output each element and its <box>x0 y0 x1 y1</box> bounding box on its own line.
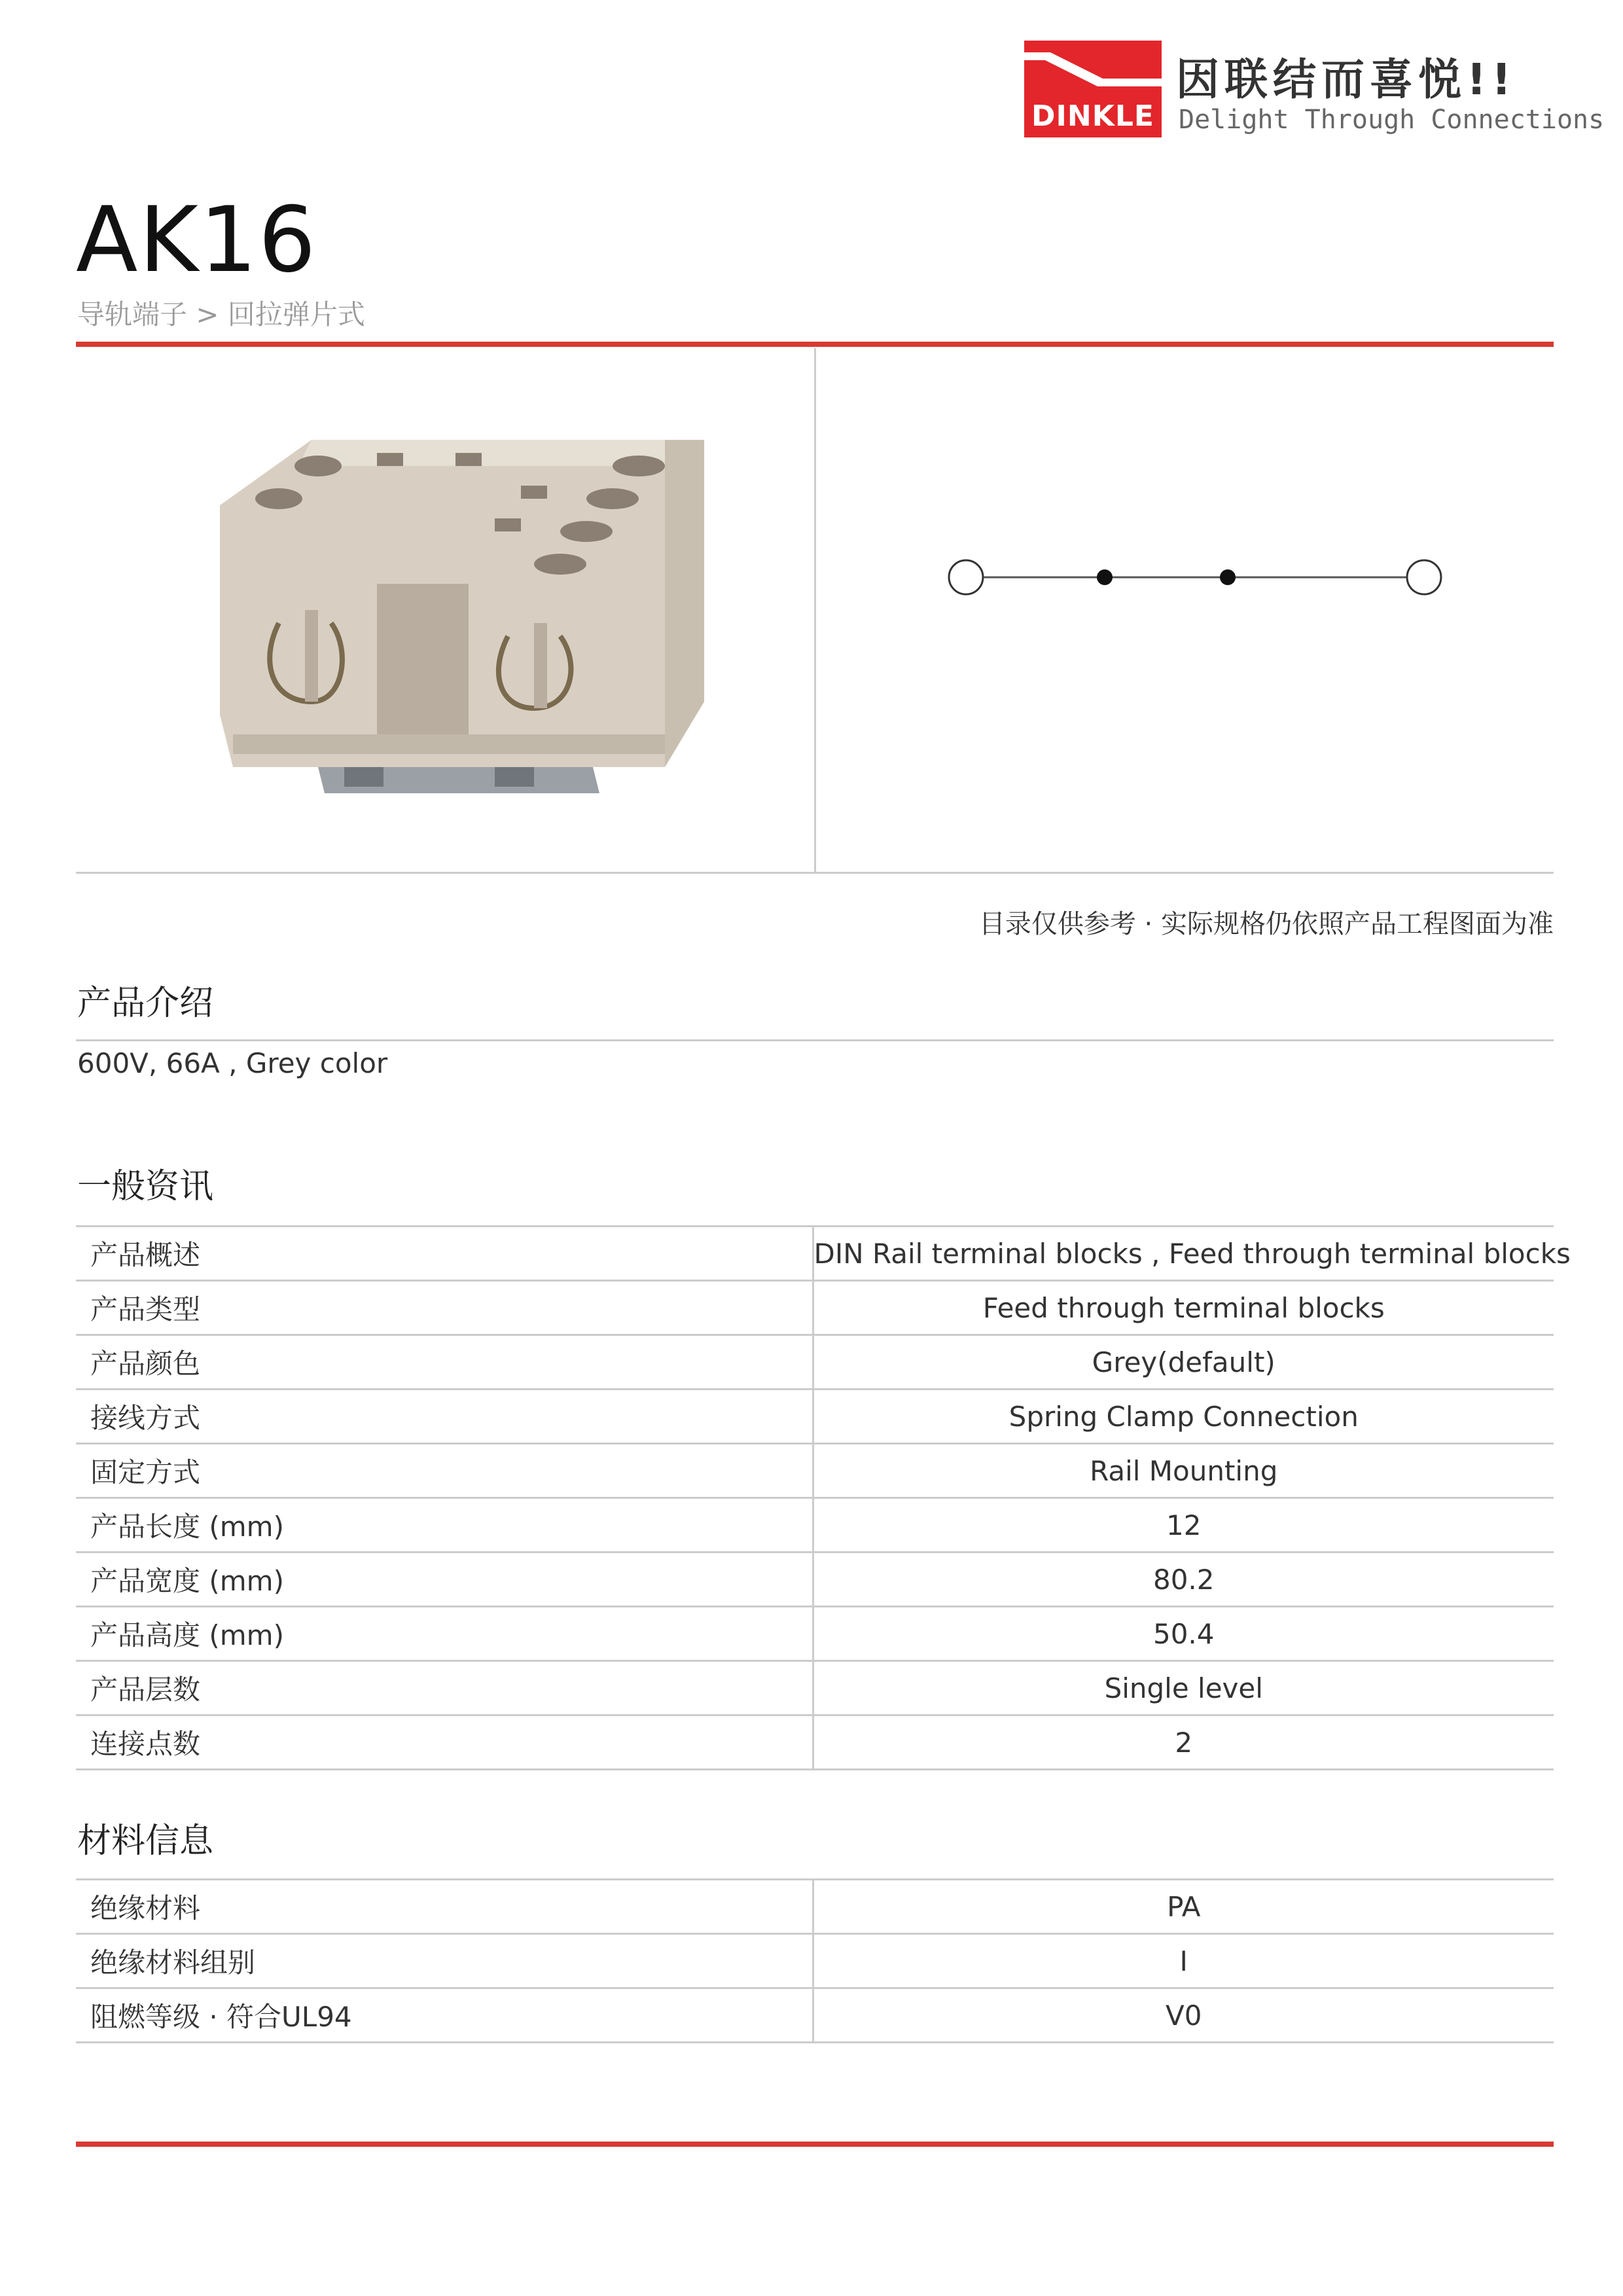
intro-section-title: 产品介绍 <box>77 984 214 1023</box>
row-label: 产品类型 <box>76 1281 813 1335</box>
connection-point-2 <box>1220 569 1236 585</box>
table-row <box>76 1390 1554 1444</box>
table-row <box>76 1227 1554 1281</box>
table-row <box>76 1880 1554 1934</box>
product-title: AK16 <box>76 187 317 293</box>
title-divider <box>76 342 1554 347</box>
row-value: PA <box>813 1880 1554 1934</box>
row-label: 产品概述 <box>76 1227 813 1281</box>
logo-slogan-en: Delight Through Connections <box>1179 105 1605 135</box>
row-label: 绝缘材料 <box>76 1880 813 1934</box>
row-value: I <box>813 1934 1554 1988</box>
table-row <box>76 1934 1554 1988</box>
row-label: 产品高度 (mm) <box>76 1607 813 1661</box>
row-label: 阻燃等级 · 符合UL94 <box>76 1988 813 2043</box>
logo-slogan-cn: 因联结而喜悦!! <box>1176 54 1517 105</box>
wiring-schematic <box>946 545 1444 610</box>
row-label: 产品长度 (mm) <box>76 1498 813 1552</box>
row-value: Feed through terminal blocks <box>813 1281 1554 1335</box>
material-section-title: 材料信息 <box>77 1821 214 1861</box>
intro-divider <box>76 1039 1554 1041</box>
row-value: Spring Clamp Connection <box>813 1390 1554 1444</box>
general-section-title: 一般资讯 <box>77 1167 214 1206</box>
catalog-disclaimer: 目录仅供参考 · 实际规格仍依照产品工程图面为准 <box>978 909 1554 939</box>
row-value: 2 <box>813 1715 1554 1770</box>
row-value: Rail Mounting <box>813 1444 1554 1498</box>
table-row <box>76 1444 1554 1498</box>
row-label: 接线方式 <box>76 1390 813 1444</box>
general-info-table <box>76 1225 1571 1770</box>
row-label: 产品颜色 <box>76 1335 813 1390</box>
intro-text: 600V, 66A , Grey color <box>77 1047 388 1079</box>
row-value: Grey(default) <box>813 1335 1554 1390</box>
terminal-open-left <box>949 560 983 594</box>
row-value: V0 <box>813 1988 1554 2043</box>
material-info-table <box>76 1878 1554 2043</box>
table-row <box>76 1715 1554 1770</box>
row-value: Single level <box>813 1661 1554 1715</box>
table-row <box>76 1335 1554 1390</box>
table-row <box>76 1281 1554 1335</box>
row-label: 连接点数 <box>76 1715 813 1770</box>
row-label: 固定方式 <box>76 1444 813 1498</box>
row-value: 80.2 <box>813 1552 1554 1607</box>
product-figure-area <box>76 348 1554 874</box>
terminal-block-photo <box>181 427 757 819</box>
table-row <box>76 1988 1554 2043</box>
table-row <box>76 1498 1554 1552</box>
row-value: DIN Rail terminal blocks , Feed through terminal blocks <box>813 1227 1554 1281</box>
table-row <box>76 1661 1554 1715</box>
breadcrumb: 导轨端子 > 回拉弹片式 <box>77 298 365 331</box>
figure-divider <box>814 348 816 872</box>
row-value: 12 <box>813 1498 1554 1552</box>
terminal-open-right <box>1407 560 1441 594</box>
row-value: 50.4 <box>813 1607 1554 1661</box>
row-label: 产品宽度 (mm) <box>76 1552 813 1607</box>
table-row <box>76 1607 1554 1661</box>
dinkle-logo <box>1024 39 1605 144</box>
connection-point-1 <box>1097 569 1113 585</box>
table-row <box>76 1552 1554 1607</box>
footer-divider <box>76 2142 1554 2147</box>
logo-brand-text: DINKLE <box>1024 96 1162 137</box>
row-label: 产品层数 <box>76 1661 813 1715</box>
row-label: 绝缘材料组别 <box>76 1934 813 1988</box>
